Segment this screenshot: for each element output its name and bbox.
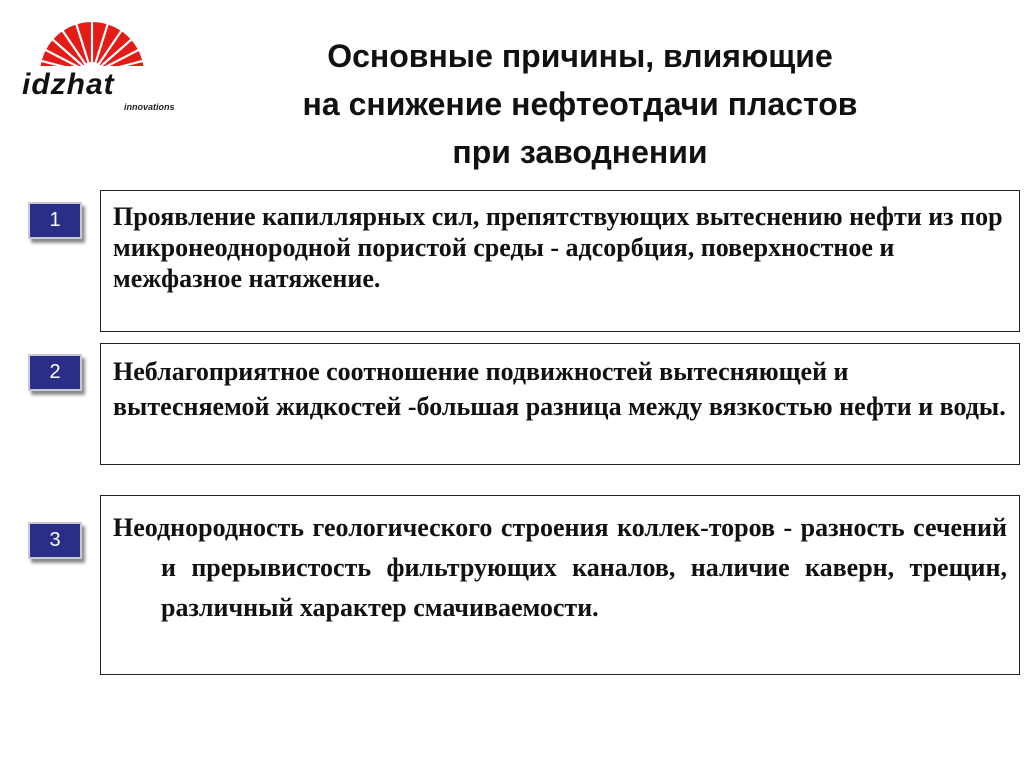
reason-text: Проявление капиллярных сил, препятствующих вытеснению нефти из пор микронеоднородной пористой среды - адсорбция, поверхностное и межфазное натяжение. [113,202,1003,293]
company-logo [20,18,180,112]
item-number-badge: 1 [28,202,82,239]
item-number-badge: 3 [28,522,82,559]
reason-box-1 [100,190,1020,332]
reason-box-3 [100,495,1020,675]
reason-text: Неоднородность геологического строения коллек-торов - разность сечений и прерывистость фильтрующих каналов, наличие каверн, трещин, различный характер смачиваемости. [113,513,1007,622]
reason-box-2 [100,343,1020,465]
item-number-badge: 2 [28,354,82,391]
reason-text: Неблагоприятное соотношение подвижностей вытесняющей и вытесняемой жидкостей -большая разница между вязкостью нефти и воды. [113,357,1006,421]
title-line: Основные причины, влияющие [327,38,833,74]
logo-tagline: innovations [124,102,175,112]
title-line: при заводнении [452,134,708,170]
slide-title [200,32,960,176]
title-line: на снижение нефтеотдачи пластов [302,86,858,122]
logo-brand: idzhat [22,68,115,101]
